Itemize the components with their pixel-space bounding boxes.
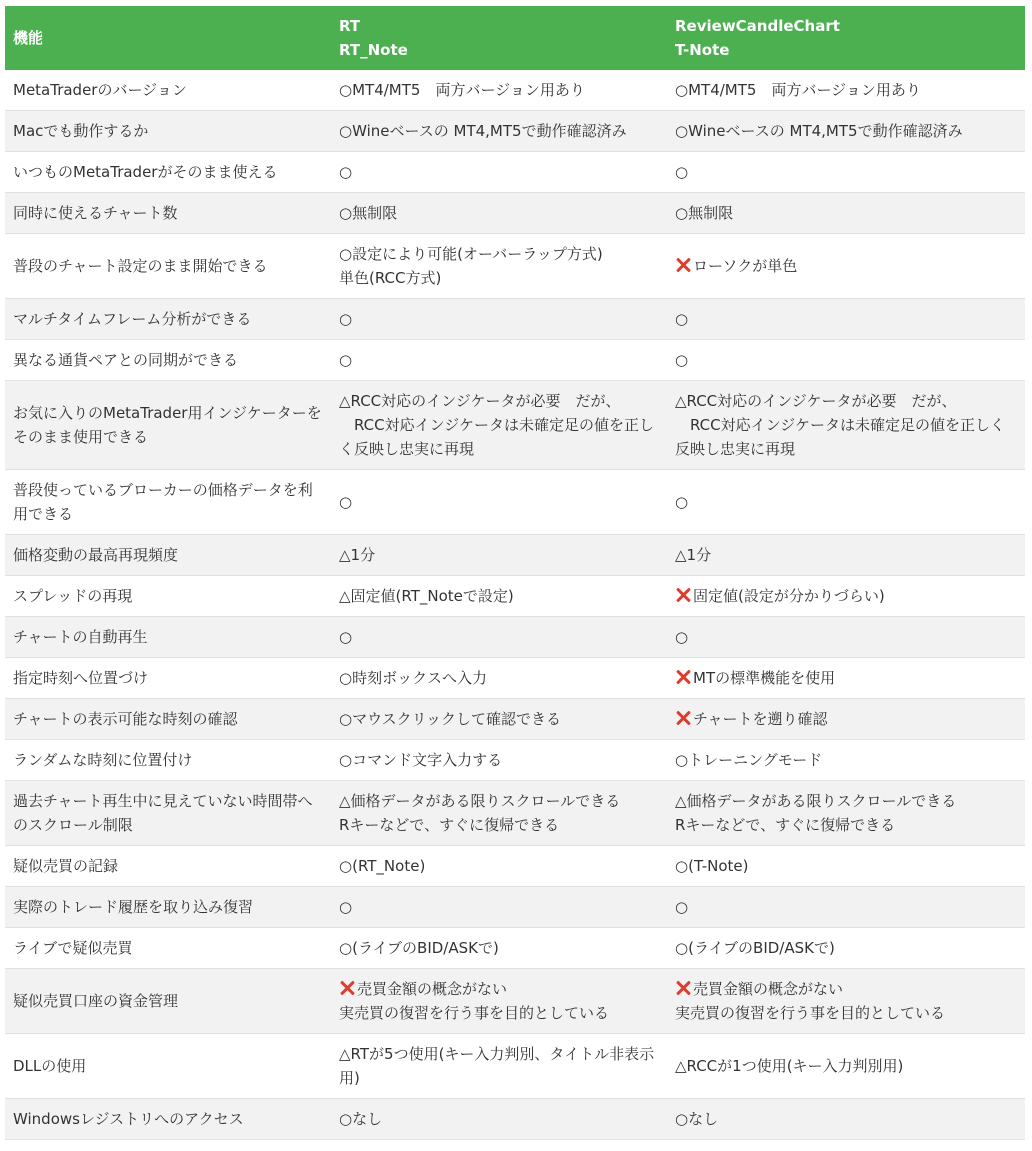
rcc-cell-text: ○(T-Note) xyxy=(675,857,749,875)
rt-cell xyxy=(331,846,667,887)
rcc-cell-text: △価格データがある限りスクロールできる Rキーなどで、すぐに復帰できる xyxy=(675,792,957,834)
table-row xyxy=(5,1099,1025,1140)
table-row xyxy=(5,340,1025,381)
rcc-cell-text: ○ xyxy=(675,628,689,646)
rt-cell-text: △1分 xyxy=(339,546,376,564)
rcc-cell xyxy=(667,887,1025,928)
rcc-cell xyxy=(667,617,1025,658)
rcc-cell xyxy=(667,928,1025,969)
rcc-cell xyxy=(667,535,1025,576)
rt-cell-text: ○マウスクリックして確認できる xyxy=(339,710,562,728)
feature-cell: 疑似売買の記録 xyxy=(5,846,331,887)
rt-cell xyxy=(331,381,667,470)
rt-cell-text: ○(ライブのBID/ASKで) xyxy=(339,939,499,957)
rcc-cell xyxy=(667,969,1025,1034)
table-row xyxy=(5,781,1025,846)
comparison-table xyxy=(5,6,1025,1140)
rcc-cell xyxy=(667,658,1025,699)
cross-mark-icon xyxy=(675,257,691,273)
rt-cell xyxy=(331,234,667,299)
rt-cell xyxy=(331,699,667,740)
header-rt xyxy=(331,6,667,70)
rcc-cell-text: 売買金額の概念がない 実売買の復習を行う事を目的としている xyxy=(675,980,946,1022)
rcc-cell xyxy=(667,1099,1025,1140)
table-row xyxy=(5,111,1025,152)
table-row xyxy=(5,617,1025,658)
table-row xyxy=(5,470,1025,535)
rt-cell xyxy=(331,299,667,340)
rt-cell xyxy=(331,887,667,928)
feature-cell: スプレッドの再現 xyxy=(5,576,331,617)
rt-cell-text: △固定値(RT_Noteで設定) xyxy=(339,587,514,605)
rcc-cell xyxy=(667,381,1025,470)
rcc-cell-text: MTの標準機能を使用 xyxy=(693,669,836,687)
rt-cell xyxy=(331,781,667,846)
header-row xyxy=(5,6,1025,70)
rt-cell xyxy=(331,470,667,535)
rt-cell xyxy=(331,535,667,576)
header-rt-line2: RT_Note xyxy=(339,41,408,59)
table-row xyxy=(5,299,1025,340)
rcc-cell-text: ○無制限 xyxy=(675,204,734,222)
rcc-cell-text: ○MT4/MT5 両方バージョン用あり xyxy=(675,81,921,99)
rt-cell xyxy=(331,111,667,152)
feature-cell: 疑似売買口座の資金管理 xyxy=(5,969,331,1034)
rcc-cell xyxy=(667,470,1025,535)
rt-cell-text: ○MT4/MT5 両方バージョン用あり xyxy=(339,81,585,99)
rcc-cell-text: △RCC対応のインジケータが必要 だが、 RCC対応インジケータは未確定足の値を正しく反映し忠実に再現 xyxy=(675,392,1005,458)
rcc-cell-text: ○Wineベースの MT4,MT5で動作確認済み xyxy=(675,122,963,140)
feature-cell: 過去チャート再生中に見えていない時間帯へのスクロール制限 xyxy=(5,781,331,846)
feature-cell: 価格変動の最高再現頻度 xyxy=(5,535,331,576)
rcc-cell xyxy=(667,111,1025,152)
rt-cell xyxy=(331,617,667,658)
rt-cell-text: ○コマンド文字入力する xyxy=(339,751,503,769)
table-row xyxy=(5,234,1025,299)
rt-cell xyxy=(331,340,667,381)
table-row xyxy=(5,535,1025,576)
table-row xyxy=(5,193,1025,234)
feature-cell: 実際のトレード履歴を取り込み復習 xyxy=(5,887,331,928)
rt-cell xyxy=(331,1099,667,1140)
rt-cell xyxy=(331,740,667,781)
feature-cell: チャートの自動再生 xyxy=(5,617,331,658)
rt-cell xyxy=(331,969,667,1034)
rcc-cell xyxy=(667,152,1025,193)
rt-cell-text: ○ xyxy=(339,351,353,369)
rt-cell-text: ○Wineベースの MT4,MT5で動作確認済み xyxy=(339,122,627,140)
feature-cell: お気に入りのMetaTrader用インジケーターをそのまま使用できる xyxy=(5,381,331,470)
rcc-cell xyxy=(667,576,1025,617)
rcc-cell xyxy=(667,740,1025,781)
rt-cell xyxy=(331,152,667,193)
rcc-cell-text: ○ xyxy=(675,310,689,328)
rt-cell-text: ○ xyxy=(339,310,353,328)
rt-cell xyxy=(331,193,667,234)
rt-cell-text: ○ xyxy=(339,628,353,646)
rcc-cell-text: 固定値(設定が分かりづらい) xyxy=(693,587,885,605)
rcc-cell-text: ○ xyxy=(675,163,689,181)
rt-cell xyxy=(331,928,667,969)
header-rcc-line1: ReviewCandleChart xyxy=(675,17,840,35)
rcc-cell-text: ○ xyxy=(675,493,689,511)
feature-cell: Macでも動作するか xyxy=(5,111,331,152)
rt-cell-text: ○(RT_Note) xyxy=(339,857,426,875)
table-row xyxy=(5,1034,1025,1099)
table-header xyxy=(5,6,1025,70)
rt-cell-text: ○設定により可能(オーバーラップ方式) 単色(RCC方式) xyxy=(339,245,603,287)
rcc-cell xyxy=(667,193,1025,234)
rcc-cell xyxy=(667,846,1025,887)
feature-cell: DLLの使用 xyxy=(5,1034,331,1099)
rcc-cell-text: △1分 xyxy=(675,546,712,564)
rt-cell xyxy=(331,576,667,617)
rcc-cell-text: ローソクが単色 xyxy=(693,257,798,275)
rcc-cell-text: チャートを遡り確認 xyxy=(693,710,828,728)
rt-cell-text: ○ xyxy=(339,163,353,181)
comparison-table-container xyxy=(5,6,1025,1140)
rt-cell-text: ○無制限 xyxy=(339,204,398,222)
rt-cell xyxy=(331,70,667,111)
header-rcc-line2: T-Note xyxy=(675,41,730,59)
cross-mark-icon xyxy=(339,980,355,996)
cross-mark-icon xyxy=(675,710,691,726)
rt-cell-text: △RTが5つ使用(キー入力判別、タイトル非表示用) xyxy=(339,1045,655,1087)
rcc-cell xyxy=(667,299,1025,340)
rt-cell-text: ○なし xyxy=(339,1110,383,1128)
rcc-cell xyxy=(667,699,1025,740)
cross-mark-icon xyxy=(675,669,691,685)
feature-cell: マルチタイムフレーム分析ができる xyxy=(5,299,331,340)
cross-mark-icon xyxy=(675,980,691,996)
rt-cell-text: ○ xyxy=(339,898,353,916)
table-row xyxy=(5,70,1025,111)
feature-cell: チャートの表示可能な時刻の確認 xyxy=(5,699,331,740)
table-body xyxy=(5,70,1025,1140)
table-row xyxy=(5,699,1025,740)
header-feature-label: 機能 xyxy=(13,29,44,47)
rt-cell xyxy=(331,658,667,699)
rcc-cell-text: ○トレーニングモード xyxy=(675,751,823,769)
feature-cell: ランダムな時刻に位置付け xyxy=(5,740,331,781)
table-row xyxy=(5,740,1025,781)
rcc-cell xyxy=(667,234,1025,299)
header-rcc xyxy=(667,6,1025,70)
rt-cell-text: △価格データがある限りスクロールできる Rキーなどで、すぐに復帰できる xyxy=(339,792,621,834)
rt-cell-text: 売買金額の概念がない 実売買の復習を行う事を目的としている xyxy=(339,980,610,1022)
header-rt-line1: RT xyxy=(339,17,361,35)
feature-cell: いつものMetaTraderがそのまま使える xyxy=(5,152,331,193)
rt-cell-text: △RCC対応のインジケータが必要 だが、 RCC対応インジケータは未確定足の値を正しく反映し忠実に再現 xyxy=(339,392,654,458)
table-row xyxy=(5,887,1025,928)
feature-cell: MetaTraderのバージョン xyxy=(5,70,331,111)
cross-mark-icon xyxy=(675,587,691,603)
rcc-cell-text: ○ xyxy=(675,898,689,916)
rt-cell-text: ○ xyxy=(339,493,353,511)
table-row xyxy=(5,576,1025,617)
table-row xyxy=(5,658,1025,699)
rcc-cell xyxy=(667,1034,1025,1099)
rt-cell xyxy=(331,1034,667,1099)
feature-cell: ライブで疑似売買 xyxy=(5,928,331,969)
rcc-cell xyxy=(667,70,1025,111)
feature-cell: 異なる通貨ペアとの同期ができる xyxy=(5,340,331,381)
header-feature xyxy=(5,6,331,70)
rt-cell-text: ○時刻ボックスへ入力 xyxy=(339,669,487,687)
rcc-cell xyxy=(667,781,1025,846)
feature-cell: 同時に使えるチャート数 xyxy=(5,193,331,234)
feature-cell: 普段使っているブローカーの価格データを利用できる xyxy=(5,470,331,535)
table-row xyxy=(5,846,1025,887)
rcc-cell-text: ○なし xyxy=(675,1110,719,1128)
table-row xyxy=(5,969,1025,1034)
table-row xyxy=(5,152,1025,193)
rcc-cell-text: ○ xyxy=(675,351,689,369)
feature-cell: 普段のチャート設定のまま開始できる xyxy=(5,234,331,299)
feature-cell: Windowsレジストリへのアクセス xyxy=(5,1099,331,1140)
feature-cell: 指定時刻へ位置づけ xyxy=(5,658,331,699)
table-row xyxy=(5,381,1025,470)
rcc-cell-text: △RCCが1つ使用(キー入力判別用) xyxy=(675,1057,904,1075)
rcc-cell-text: ○(ライブのBID/ASKで) xyxy=(675,939,835,957)
table-row xyxy=(5,928,1025,969)
rcc-cell xyxy=(667,340,1025,381)
